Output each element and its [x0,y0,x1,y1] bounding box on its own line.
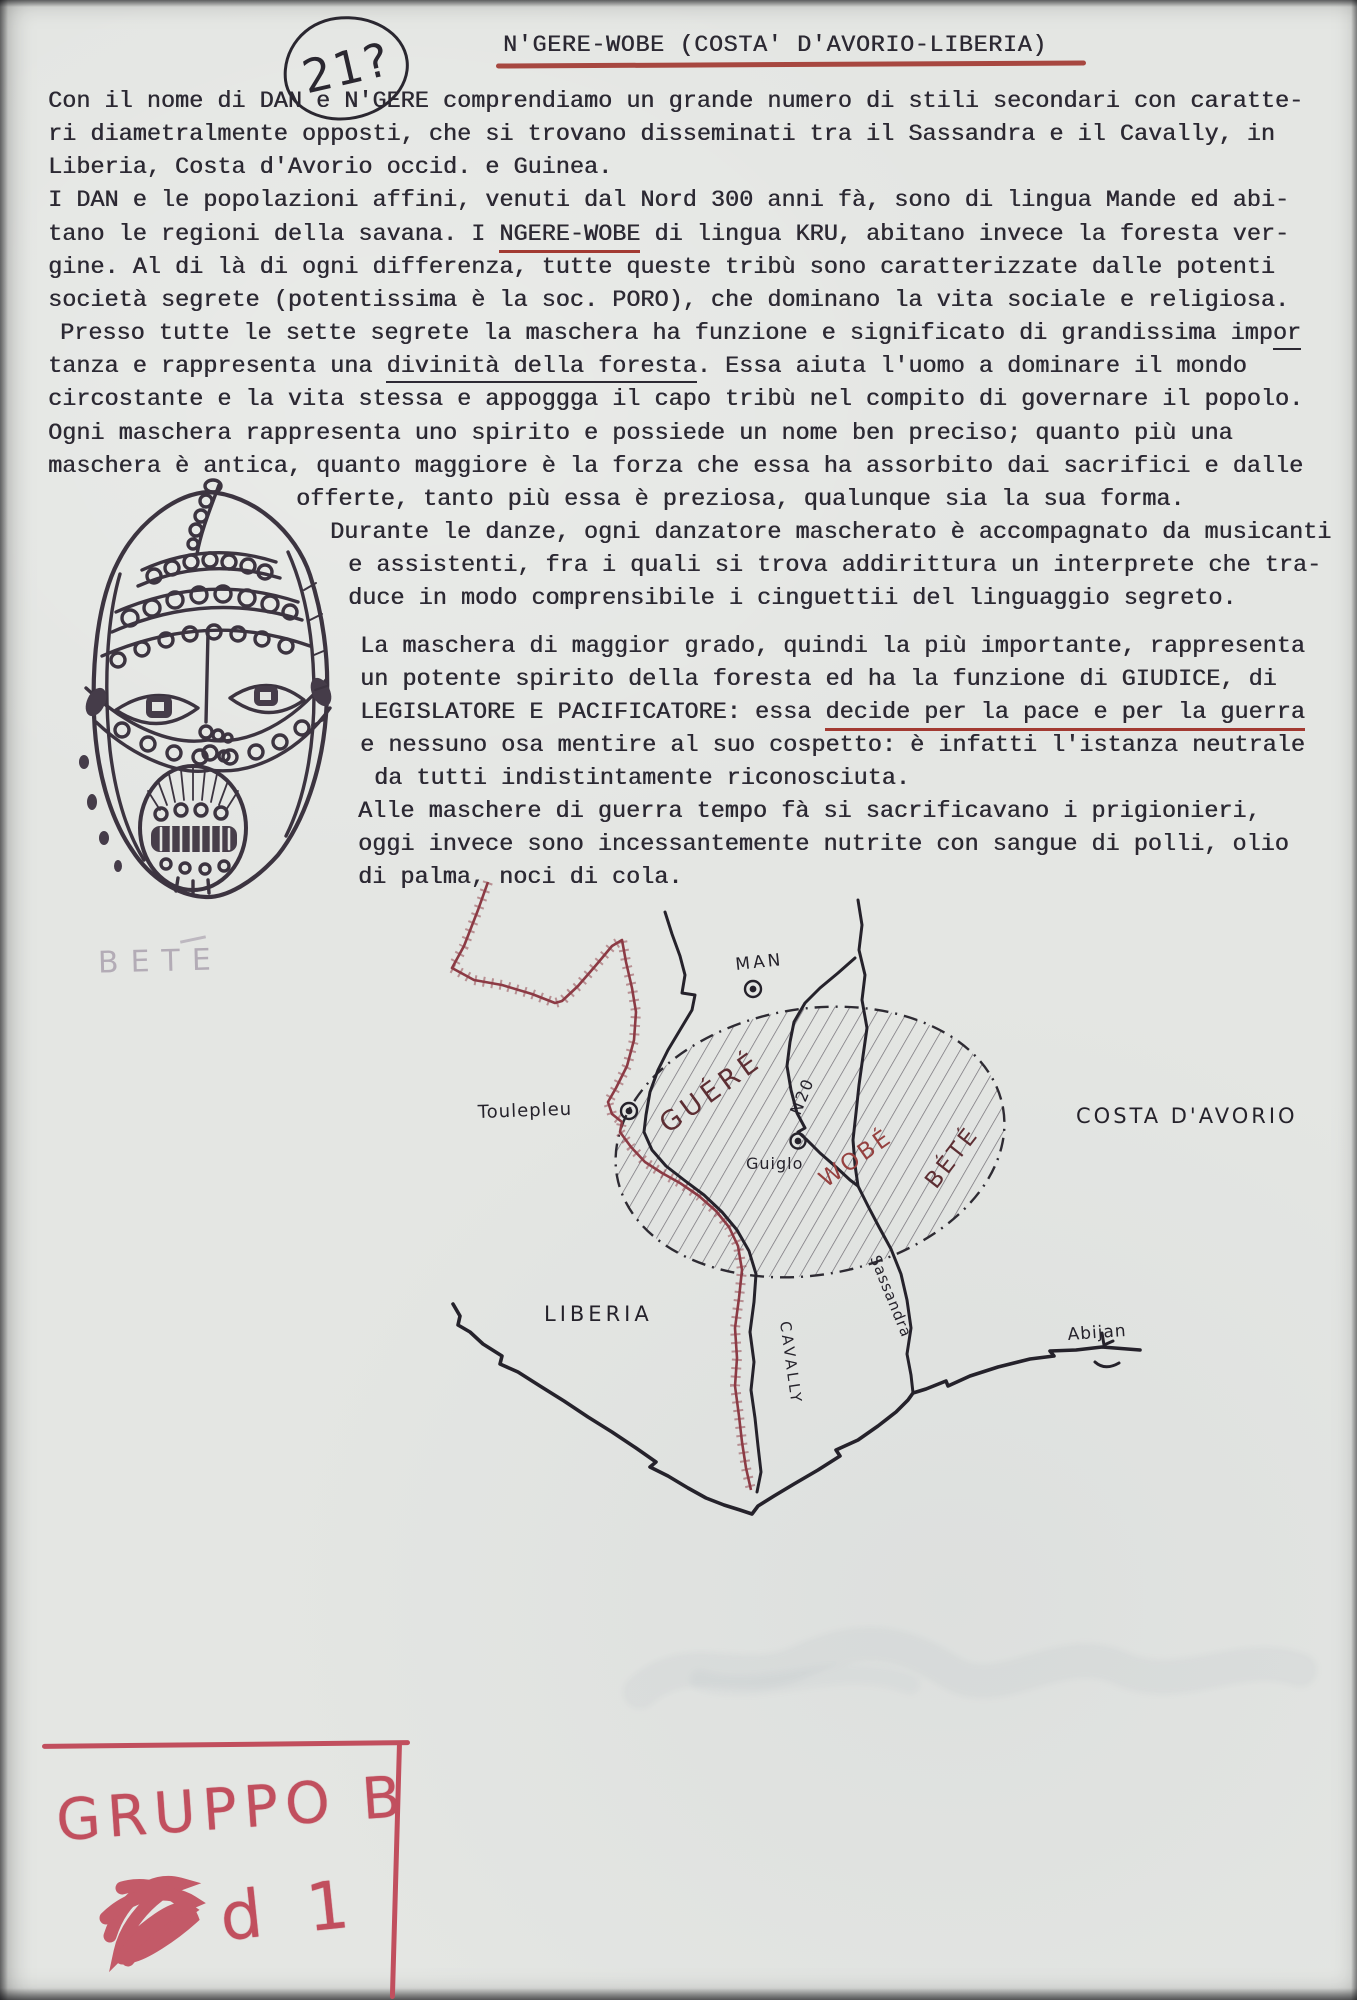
red-scribble [92,1858,212,1968]
typed-run: circostante e la vita stessa e appoggga il capo tribù nel compito di governare il popolo. [48,386,1304,413]
gruppo-note-line2: d 1 [216,1864,365,1957]
typed-run: Liberia, Costa d'Avorio occid. e Guinea. [48,154,613,181]
map-label-sassandra: Sassandra [866,1252,916,1341]
map-label-guere: GUÉRÉ [653,1044,769,1140]
typed-run: I DAN e le popolazioni affini, venuti dal Nord 300 anni fà, sono di lingua Mande ed abi- [48,187,1290,214]
map-label-liberia: LIBERIA [544,1302,653,1326]
typed-run: e assistenti, fra i quali si trova addirittura un interprete che tra- [348,552,1322,579]
typed-run: tano le regioni della savana. I [48,221,500,248]
typed-run: di lingua KRU, abitano invece la foresta ver- [640,221,1290,248]
typed-run: gine. Al di là di ogni differenza, tutte queste tribù sono caratterizzate dalle potenti [48,254,1275,281]
map-label-cavally: CAVALLY [776,1320,806,1406]
typed-run: Con il nome di DAN e N'GERE comprendiamo un grande numero di stili secondari con caratte- [48,88,1304,115]
map-label-guiglo: Guiglo [746,1154,804,1173]
circled-page-note-text: 21? [296,31,396,105]
typed-run: ri diametralmente opposti, che si trovano disseminati tra il Sassandra e il Cavally, in [48,121,1275,148]
typed-run-underlined: NGERE-WOBE [499,221,640,253]
typed-run: Ogni maschera rappresenta uno spirito e possiede un nome ben preciso; quanto più una [48,420,1233,447]
typed-run: duce in modo comprensibile i cinguettii del linguaggio segreto. [348,585,1237,612]
map-label-toulepleu: Toulepleu [477,1098,573,1123]
typed-run: Durante le danze, ogni danzatore mascherato è accompagnato da musicanti [330,519,1332,546]
typed-run-underlined: or [1273,320,1301,350]
typed-run: e nessuno osa mentire al suo cospetto: è infatti l'istanza neutrale [360,732,1305,759]
typed-run: Alle maschere di guerra tempo fà si sacrificavano i prigionieri, [358,798,1261,825]
typed-run: di palma, noci di cola. [358,864,683,891]
typed-run: Presso tutte le sette segrete la maschera ha funzione e significato di grandissima imp [60,320,1273,347]
map-label-n20: N20 [786,1074,819,1118]
typed-run-underlined: divinità della foresta [386,353,696,383]
typed-run: tanza e rappresenta una [48,353,387,380]
typed-run: LEGISLATORE E PACIFICATORE: essa [360,699,826,726]
typed-run-underlined: decide per la pace e per la guerra [825,699,1304,731]
map-label-costa-davorio: COSTA D'AVORIO [1076,1104,1298,1128]
map-label-bete: BÉTÉ [920,1121,985,1194]
gruppo-note-line1: GRUPPO B [54,1763,411,1855]
typed-run: da tutti indistintamente riconosciuta. [374,765,910,792]
typed-run: un potente spirito della foresta ed ha la funzione di GIUDICE, di [360,666,1277,693]
map-label-abijan: Abijan [1066,1320,1128,1345]
map-label-man: MAN [734,950,785,975]
typed-run: La maschera di maggior grado, quindi la più importante, rappresenta [360,633,1305,660]
typed-run: . Essa aiuta l'uomo a dominare il mondo [696,353,1247,380]
typed-run: oggi invece sono incessantemente nutrite con sangue di polli, olio [358,831,1289,858]
typed-run: offerte, tanto più essa è preziosa, qualunque sia la sua forma. [296,486,1185,513]
typed-run: società segrete (potentissima è la soc. PORO), che dominano la vita sociale e religiosa. [48,287,1290,314]
typed-run: maschera è antica, quanto maggiore è la forza che essa ha assorbito dai sacrifici e dalle [48,453,1304,480]
mask-caption-bete: BETE [97,942,224,981]
page-title: N'GERE-WOBE (COSTA' D'AVORIO-LIBERIA) [503,32,1047,59]
map-label-wobe: WOBÉ [814,1123,898,1193]
